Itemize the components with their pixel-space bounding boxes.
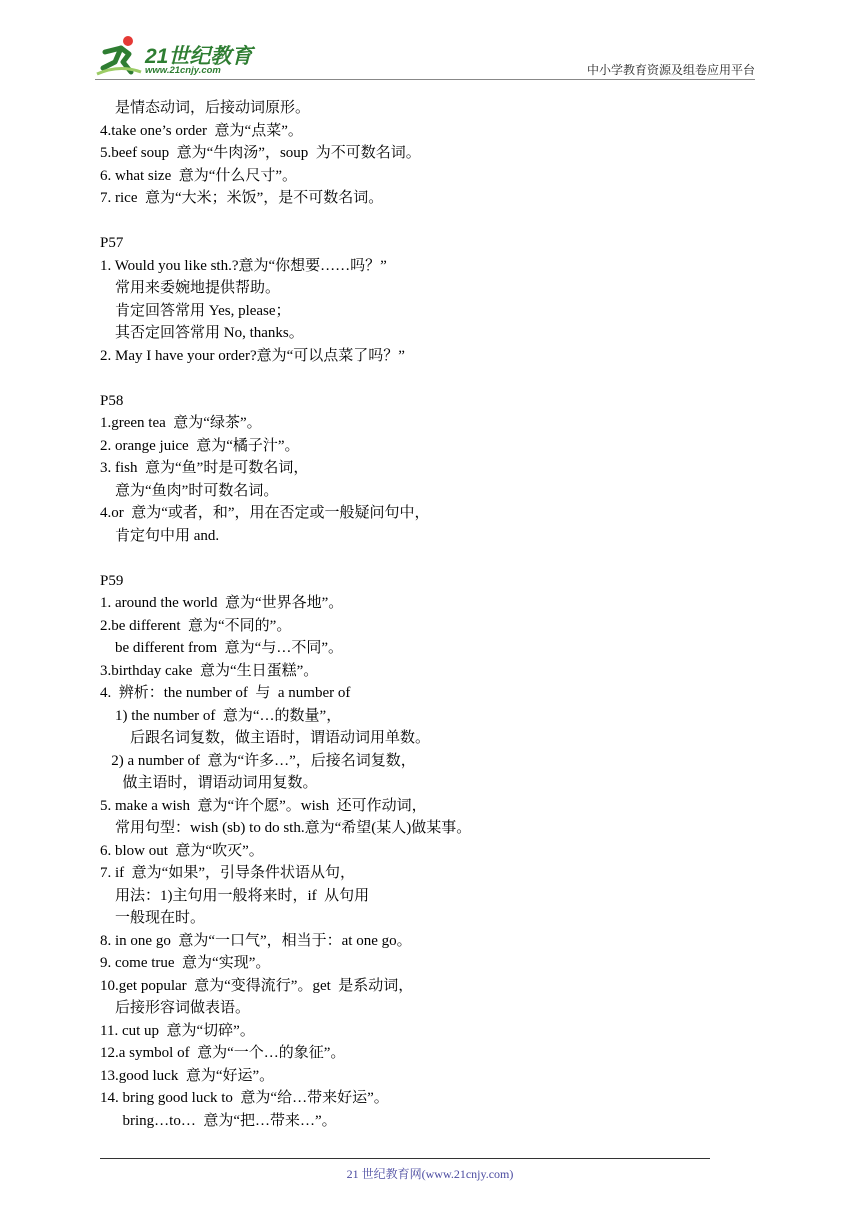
text-line: P59 [100, 572, 124, 589]
text-line: P57 [100, 235, 124, 251]
text-line: 是情态动词，后接动词原形。 [100, 100, 311, 116]
text-line: 2. May I have your order?意为“可以点菜了吗？” [100, 347, 405, 364]
text-line: 2) a number of 意为“许多…”，后接名词复数， [100, 752, 416, 769]
text-line: 1.green tea 意为“绿茶”。 [100, 415, 262, 431]
runner-logo-icon [95, 34, 143, 78]
text-line: 4. 辨析：the number of 与 a number of [100, 685, 351, 701]
text-line: 13.good luck 意为“好运”。 [100, 1067, 275, 1084]
text-line: 6. blow out 意为“吹灭”。 [100, 842, 264, 859]
text-line: 后跟名词复数，做主语时，谓语动词用单数。 [100, 730, 431, 746]
text-line: be different from 意为“与…不同”。 [100, 640, 343, 656]
text-line: 2.be different 意为“不同的”。 [100, 617, 292, 634]
text-line: 12.a symbol of 意为“一个…的象征”。 [100, 1045, 346, 1061]
text-line: 11. cut up 意为“切碎”。 [100, 1022, 255, 1039]
text-line: 做主语时，谓语动词用复数。 [100, 775, 318, 791]
text-line: 7. rice 意为“大米；米饭”，是不可数名词。 [100, 190, 384, 206]
page-footer: 21 世纪教育网(www.21cnjy.com) [346, 1167, 514, 1181]
text-line: 肯定回答常用 Yes, please； [100, 302, 291, 319]
blank-line [100, 367, 720, 390]
text-line: 1. Would you like sth.?意为“你想要……吗？” [100, 257, 387, 274]
text-line: bring…to… 意为“把…带来…”。 [100, 1112, 337, 1129]
text-line: 常用句型：wish (sb) to do sth.意为“希望(某人)做某事。 [100, 820, 472, 836]
blank-line [100, 547, 720, 570]
document-body [100, 97, 720, 1132]
text-line: 9. come true 意为“实现”。 [100, 955, 271, 971]
header-platform-name: 中小学教育资源及组卷应用平台 [586, 63, 755, 77]
page-header [95, 34, 755, 80]
footer-divider [100, 1158, 710, 1159]
text-line: 常用来委婉地提供帮助。 [100, 280, 281, 296]
logo-text: 21世纪教育 [145, 45, 253, 68]
header-divider [95, 79, 755, 80]
text-line: 1) the number of 意为“…的数量”， [100, 707, 342, 724]
text-line: 肯定句中用 and. [100, 527, 220, 544]
text-line: 4.or 意为“或者，和”，用在否定或一般疑问句中， [100, 505, 430, 521]
text-line: 意为“鱼肉”时可数名词。 [100, 482, 279, 499]
text-line: 2. orange juice 意为“橘子汁”。 [100, 437, 300, 454]
logo-url: www.21cnjy.com [145, 65, 221, 76]
text-line: 8. in one go 意为“一口气”，相当于：at one go。 [100, 932, 412, 949]
text-line: 10.get popular 意为“变得流行”。get 是系动词， [100, 977, 414, 994]
text-line: 4.take one’s order 意为“点菜”。 [100, 122, 303, 139]
text-line: 6. what size 意为“什么尺寸”。 [100, 167, 298, 184]
text-line: 5.beef soup 意为“牛肉汤”，soup 为不可数名词。 [100, 145, 421, 161]
text-line: 其否定回答常用 No, thanks。 [100, 325, 304, 341]
text-line: 3. fish 意为“鱼”时是可数名词， [100, 460, 309, 476]
text-line: 一般现在时。 [100, 910, 206, 926]
text-line: 1. around the world 意为“世界各地”。 [100, 595, 344, 611]
text-line: 用法：1)主句用一般将来时，if 从句用 [100, 887, 370, 904]
text-line: 后接形容词做表语。 [100, 1000, 251, 1016]
text-line: 7. if 意为“如果”，引导条件状语从句， [100, 865, 355, 881]
site-logo [95, 34, 265, 78]
text-line: 5. make a wish 意为“许个愿”。wish 还可作动词， [100, 797, 427, 814]
text-line: P58 [100, 392, 124, 409]
text-line: 14. bring good luck to 意为“给…带来好运”。 [100, 1090, 389, 1106]
blank-line [100, 210, 720, 233]
text-line: 3.birthday cake 意为“生日蛋糕”。 [100, 662, 319, 679]
